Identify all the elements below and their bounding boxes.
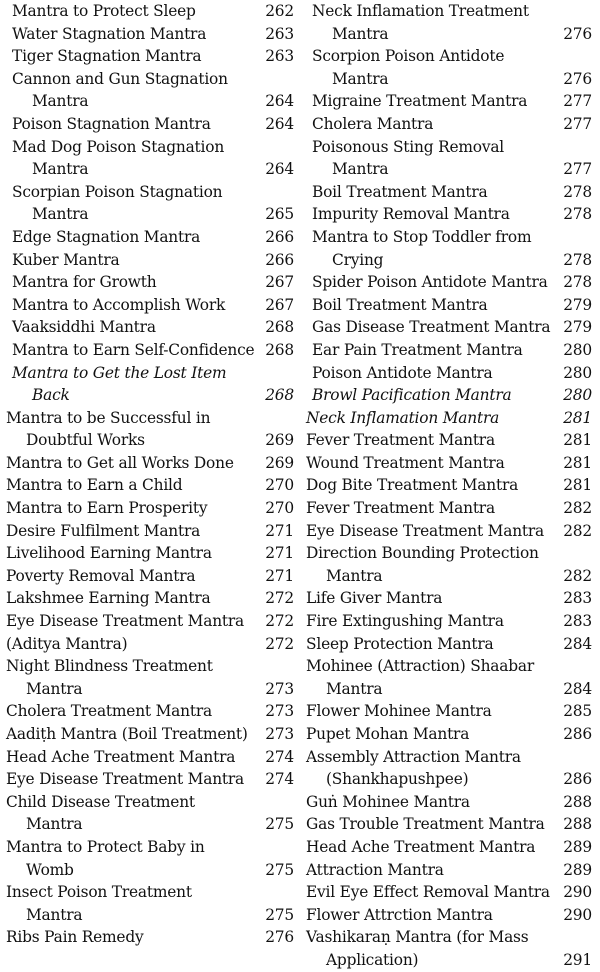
toc-entry-title-line: Ribs Pain Remedy [6, 928, 144, 947]
toc-entry-title-line: Neck Inflamation Treatment [312, 2, 529, 20]
toc-entry [6, 226, 294, 249]
toc-entry-title-line: Fire Extingushing Mantra [306, 612, 504, 631]
toc-entry-page-number: 273 [265, 702, 294, 721]
toc-entry-title-line: Fever Treatment Mantra [306, 499, 495, 518]
toc-entry [306, 203, 592, 226]
toc-entry-page-number: 272 [265, 589, 294, 608]
toc-entry-title-line: Mantra to be Successful in [6, 408, 211, 427]
toc-entry [6, 655, 294, 700]
toc-entry-page-number: 264 [265, 92, 294, 111]
toc-entry-title-line: Migraine Treatment Mantra [312, 92, 528, 111]
toc-entry-page-number: 268 [265, 386, 294, 405]
toc-entry [6, 113, 294, 136]
toc-entry-page-number: 273 [265, 725, 294, 743]
toc-entry-title-line: Mantra to Accomplish Work [12, 295, 226, 314]
toc-entry [306, 610, 592, 633]
toc-entry-title-line: Flower Attrction Mantra [306, 905, 493, 924]
toc-entry [6, 768, 294, 791]
toc-entry-title-line: Eye Disease Treatment Mantra [306, 521, 545, 540]
toc-entry-title-line: Mantra [32, 92, 89, 111]
toc-entry-title-line: Night Blindness Treatment [6, 657, 213, 676]
toc-entry [6, 610, 294, 633]
toc-entry [306, 633, 592, 656]
toc-entry [6, 520, 294, 543]
toc-entry [6, 633, 294, 656]
toc-entry [6, 497, 294, 520]
toc-entry [306, 542, 592, 587]
toc-entry-page-number: 280 [563, 363, 592, 382]
toc-entry-page-number: 270 [265, 499, 294, 518]
toc-entry-title-line: Application) [326, 950, 419, 969]
toc-entry-page-number: 290 [563, 905, 592, 924]
toc-entry-page-number: 281 [563, 408, 592, 427]
toc-entry [6, 926, 294, 949]
toc-entry-title-line: Guṅ Mohinee Mantra [306, 792, 470, 811]
toc-entry-page-number: 286 [563, 725, 592, 743]
toc-entry-page-number: 267 [265, 295, 294, 314]
toc-entry [306, 791, 592, 814]
toc-entry-title-line: Spider Poison Antidote Mantra [312, 273, 548, 292]
toc-entry-title-line: Gas Trouble Treatment Mantra [306, 815, 545, 834]
toc-entry [306, 587, 592, 610]
toc-entry [306, 226, 592, 271]
toc-entry-title-line: Browl Pacification Mantra [312, 386, 512, 405]
toc-entry-page-number: 283 [563, 589, 592, 608]
toc-entry-page-number: 276 [563, 69, 592, 88]
toc-entry-page-number: 277 [563, 114, 592, 133]
toc-entry-page-number: 276 [265, 928, 294, 947]
toc-entry [306, 407, 592, 430]
toc-entry-title-line: Mantra to Protect Sleep [12, 2, 196, 20]
toc-entry-title-line: Lakshmee Earning Mantra [6, 589, 211, 608]
toc-entry [306, 926, 592, 971]
toc-entry-page-number: 282 [563, 499, 592, 518]
toc-entry-title-line: Scorpian Poison Stagnation [12, 182, 223, 201]
toc-entry-page-number: 282 [563, 566, 592, 585]
toc-entry-page-number: 280 [563, 340, 592, 359]
toc-entry [306, 384, 592, 407]
toc-entry-page-number: 274 [265, 747, 294, 766]
toc-entry [306, 429, 592, 452]
toc-entry-title-line: Head Ache Treatment Mantra [306, 837, 536, 856]
toc-entry-title-line: Eye Disease Treatment Mantra [6, 770, 245, 789]
toc-entry-title-line: Fever Treatment Mantra [306, 431, 495, 450]
toc-entry-title-line: Mantra to Earn Self-Confidence [12, 340, 255, 359]
toc-entry-title-line: Doubtful Works [26, 431, 145, 450]
toc-entry-page-number: 270 [265, 476, 294, 495]
toc-entry-title-line: Mantra [26, 815, 83, 834]
toc-entry-title-line: Mohinee (Attraction) Shaabar [306, 657, 535, 676]
toc-entry [306, 45, 592, 90]
toc-entry-page-number: 272 [265, 612, 294, 631]
toc-entry-title-line: Mantra [332, 69, 389, 88]
toc-entry [6, 723, 294, 746]
toc-entry [6, 836, 294, 881]
toc-entry-title-line: Kuber Mantra [12, 250, 120, 269]
toc-entry-title-line: Cholera Treatment Mantra [6, 702, 212, 721]
toc-entry-title-line: Poisonous Sting Removal [312, 137, 505, 156]
toc-entry-title-line: Desire Fulfilment Mantra [6, 521, 201, 540]
toc-entry-page-number: 284 [563, 634, 592, 653]
toc-entry-page-number: 265 [265, 205, 294, 224]
toc-entry-title-line: Mantra to Get all Works Done [6, 453, 234, 472]
toc-entry-page-number: 272 [265, 634, 294, 653]
toc-entry [306, 881, 592, 904]
toc-entry-title-line: Flower Mohinee Mantra [306, 702, 492, 721]
toc-entry-page-number: 275 [265, 905, 294, 924]
toc-entry [306, 746, 592, 791]
toc-entry-title-line: Cholera Mantra [312, 114, 434, 133]
toc-entry-title-line: Mantra [332, 160, 389, 179]
toc-entry [6, 136, 294, 181]
toc-entry-title-line: Poison Stagnation Mantra [12, 114, 211, 133]
toc-entry-page-number: 285 [563, 702, 592, 721]
toc-entry [6, 23, 294, 46]
toc-entry-title-line: Ear Pain Treatment Mantra [312, 340, 523, 359]
toc-entry-title-line: Tiger Stagnation Mantra [12, 47, 202, 66]
toc-entry-title-line: Mantra [32, 205, 89, 224]
toc-entry-title-line: Direction Bounding Protection [306, 544, 539, 563]
toc-entry [306, 859, 592, 882]
toc-entry-page-number: 288 [563, 792, 592, 811]
toc-entry [6, 181, 294, 226]
toc-entry-title-line: Child Disease Treatment [6, 792, 195, 811]
toc-entry-title-line: Cannon and Gun Stagnation [12, 69, 228, 88]
toc-entry-title-line: Mantra [326, 566, 383, 585]
toc-entry-title-line: (Shankhapushpee) [326, 770, 469, 789]
toc-entry-title-line: Poison Antidote Mantra [312, 363, 493, 382]
toc-entry-page-number: 266 [265, 227, 294, 246]
toc-entry-page-number: 263 [265, 47, 294, 66]
toc-entry [306, 0, 592, 45]
toc-entry [6, 542, 294, 565]
toc-entry-title-line: Wound Treatment Mantra [306, 453, 505, 472]
toc-entry [6, 565, 294, 588]
toc-entry [6, 452, 294, 475]
toc-entry-page-number: 279 [563, 295, 592, 314]
toc-entry-title-line: Mantra [32, 160, 89, 179]
toc-entry-title-line: Head Ache Treatment Mantra [6, 747, 236, 766]
toc-entry [6, 68, 294, 113]
toc-entry-page-number: 280 [563, 386, 592, 405]
toc-entry-page-number: 289 [563, 837, 592, 856]
toc-entry-title-line: (Aditya Mantra) [6, 634, 128, 653]
toc-entry [306, 113, 592, 136]
toc-entry-page-number: 282 [563, 521, 592, 540]
toc-entry-page-number: 264 [265, 114, 294, 133]
toc-entry [306, 339, 592, 362]
toc-entry [6, 249, 294, 272]
toc-entry-page-number: 267 [265, 273, 294, 292]
toc-entry-title-line: Vashikaraṇ Mantra (for Mass [306, 928, 529, 947]
toc-entry-page-number: 278 [563, 182, 592, 201]
toc-entry-title-line: Scorpion Poison Antidote [312, 47, 505, 66]
toc-entry [306, 316, 592, 339]
toc-entry [306, 904, 592, 927]
toc-entry-page-number: 273 [265, 679, 294, 698]
toc-entry-page-number: 262 [265, 2, 294, 20]
toc-entry [306, 655, 592, 700]
toc-entry-page-number: 281 [563, 453, 592, 472]
toc-entry-page-number: 290 [563, 883, 592, 902]
toc-entry-title-line: Boil Treatment Mantra [312, 182, 488, 201]
toc-entry-title-line: Water Stagnation Mantra [12, 24, 207, 43]
toc-entry [6, 0, 294, 23]
toc-entry [306, 520, 592, 543]
toc-entry [306, 452, 592, 475]
toc-entry-title-line: Mantra [332, 24, 389, 43]
toc-entry-title-line: Mantra to Protect Baby in [6, 837, 205, 856]
toc-entry-title-line: Pupet Mohan Mantra [306, 725, 470, 743]
toc-entry-title-line: Mantra [326, 679, 383, 698]
toc-entry-title-line: Vaaksiddhi Mantra [12, 318, 156, 337]
toc-entry-page-number: 264 [265, 160, 294, 179]
toc-entry-title-line: Poverty Removal Mantra [6, 566, 196, 585]
toc-entry [6, 881, 294, 926]
toc-entry-title-line: Attraction Mantra [306, 860, 444, 879]
toc-entry-page-number: 276 [563, 24, 592, 43]
toc-entry-title-line: Livelihood Earning Mantra [6, 544, 212, 563]
toc-entry [6, 587, 294, 610]
toc-entry-page-number: 288 [563, 815, 592, 834]
toc-entry-title-line: Crying [332, 250, 384, 269]
toc-entry-title-line: Dog Bite Treatment Mantra [306, 476, 519, 495]
toc-entry-page-number: 269 [265, 431, 294, 450]
toc-entry-title-line: Boil Treatment Mantra [312, 295, 488, 314]
toc-entry-title-line: Mantra [26, 679, 83, 698]
toc-entry-title-line: Mantra to Get the Lost Item [12, 363, 227, 382]
toc-entry [306, 136, 592, 181]
toc-entry-page-number: 278 [563, 205, 592, 224]
toc-entry-page-number: 266 [265, 250, 294, 269]
toc-entry [6, 700, 294, 723]
toc-entry-page-number: 281 [563, 431, 592, 450]
toc-entry-page-number: 271 [265, 544, 294, 563]
toc-entry-page-number: 277 [563, 92, 592, 111]
toc-entry-title-line: Mad Dog Poison Stagnation [12, 137, 225, 156]
toc-entry-title-line: Insect Poison Treatment [6, 883, 192, 902]
toc-entry-page-number: 286 [563, 770, 592, 789]
toc-entry-page-number: 269 [265, 453, 294, 472]
toc-entry-title-line: Mantra to Earn Prosperity [6, 499, 208, 518]
toc-entry-page-number: 268 [265, 340, 294, 359]
toc-entry-page-number: 275 [265, 815, 294, 834]
toc-entry-page-number: 263 [265, 24, 294, 43]
toc-entry [306, 271, 592, 294]
toc-entry [6, 791, 294, 836]
toc-entry-title-line: Aadiṭh Mantra (Boil Treatment) [6, 725, 248, 743]
toc-entry-title-line: Edge Stagnation Mantra [12, 227, 201, 246]
toc-entry [6, 294, 294, 317]
toc-entry-page-number: 271 [265, 566, 294, 585]
toc-entry-title-line: Womb [26, 860, 74, 879]
toc-entry-title-line: Sleep Protection Mantra [306, 634, 494, 653]
toc-entry-title-line: Life Giver Mantra [306, 589, 443, 608]
toc-entry-title-line: Assembly Attraction Mantra [306, 747, 521, 766]
toc-entry-title-line: Mantra [26, 905, 83, 924]
toc-entry [6, 362, 294, 407]
toc-entry-page-number: 268 [265, 318, 294, 337]
toc-entry-page-number: 275 [265, 860, 294, 879]
toc-entry-title-line: Gas Disease Treatment Mantra [312, 318, 551, 337]
toc-entry [6, 407, 294, 452]
toc-entry-title-line: Back [32, 386, 70, 405]
toc-right-column [306, 0, 592, 972]
toc-entry [306, 294, 592, 317]
toc-entry [306, 813, 592, 836]
toc-entry [306, 723, 592, 746]
toc-entry [306, 700, 592, 723]
toc-entry [306, 362, 592, 385]
toc-entry-page-number: 289 [563, 860, 592, 879]
toc-entry [306, 181, 592, 204]
toc-entry [6, 746, 294, 769]
toc-entry-title-line: Eye Disease Treatment Mantra [6, 612, 245, 631]
toc-entry-title-line: Impurity Removal Mantra [312, 205, 510, 224]
toc-entry-page-number: 271 [265, 521, 294, 540]
toc-entry-page-number: 279 [563, 318, 592, 337]
toc-left-column [6, 0, 294, 949]
toc-entry-page-number: 281 [563, 476, 592, 495]
toc-entry-page-number: 274 [265, 770, 294, 789]
toc-entry [306, 474, 592, 497]
toc-entry-title-line: Mantra to Stop Toddler from [312, 227, 532, 246]
toc-entry-page-number: 277 [563, 160, 592, 179]
toc-entry [6, 339, 294, 362]
toc-entry-title-line: Evil Eye Effect Removal Mantra [306, 883, 550, 902]
toc-entry-title-line: Mantra for Growth [12, 273, 157, 292]
toc-entry [306, 90, 592, 113]
toc-entry [6, 474, 294, 497]
toc-entry [6, 316, 294, 339]
toc-entry-page-number: 291 [563, 950, 592, 969]
toc-entry [6, 45, 294, 68]
toc-entry-page-number: 284 [563, 679, 592, 698]
toc-entry [306, 836, 592, 859]
toc-entry-title-line: Neck Inflamation Mantra [306, 408, 500, 427]
toc-entry-page-number: 278 [563, 273, 592, 292]
toc-entry [306, 497, 592, 520]
toc-entry-page-number: 283 [563, 612, 592, 631]
toc-entry [6, 271, 294, 294]
toc-entry-title-line: Mantra to Earn a Child [6, 476, 183, 495]
toc-entry-page-number: 278 [563, 250, 592, 269]
